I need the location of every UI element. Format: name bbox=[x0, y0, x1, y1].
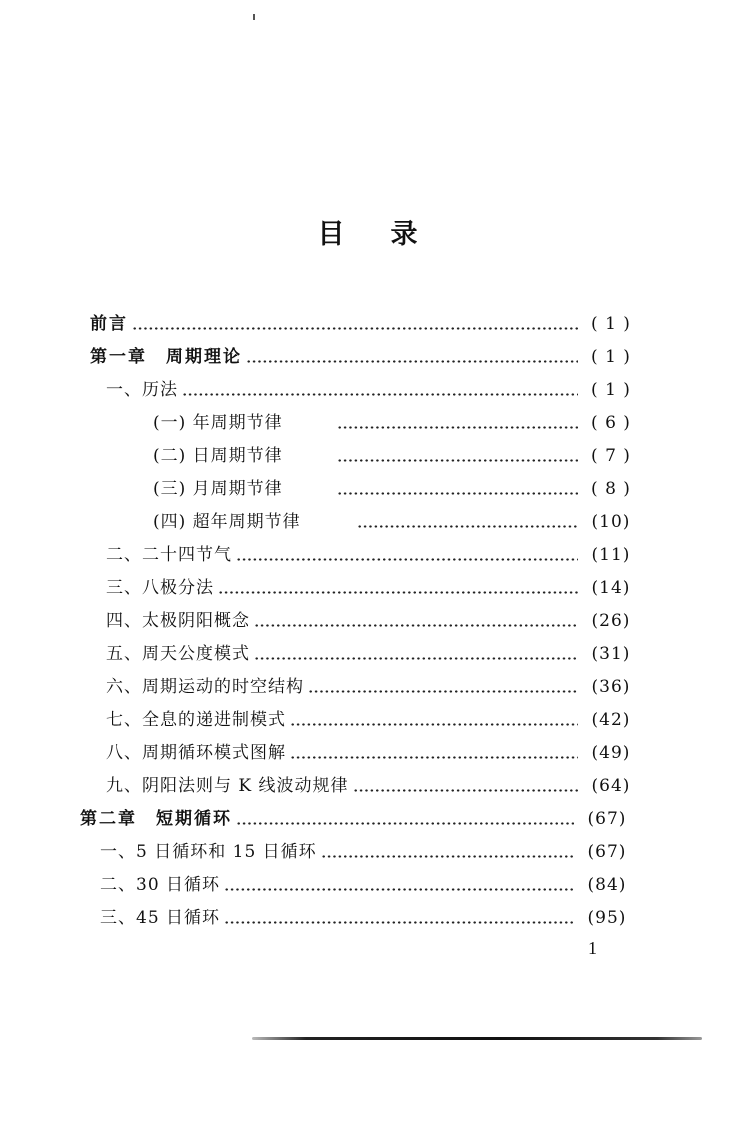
leader-dots bbox=[357, 521, 578, 529]
leader-dots bbox=[337, 422, 578, 430]
toc-entry-page: (67) bbox=[587, 842, 627, 862]
leader-dots bbox=[254, 653, 578, 661]
leader-dots bbox=[254, 620, 578, 628]
toc-entry-label: 一、5 日循环和 15 日循环 bbox=[100, 842, 317, 862]
toc-entry-page: ( 7 ) bbox=[591, 446, 631, 466]
leader-dots bbox=[337, 488, 578, 496]
toc-entry-subsection[interactable] bbox=[153, 503, 640, 533]
toc-entry-page: ( 1 ) bbox=[591, 347, 631, 367]
leader-dots bbox=[290, 719, 578, 727]
toc-entry-page: (31) bbox=[591, 644, 631, 664]
leader-dots bbox=[218, 587, 578, 595]
bottom-rule bbox=[252, 1037, 702, 1040]
leader-dots bbox=[132, 323, 578, 331]
toc-entry-preface[interactable] bbox=[90, 305, 640, 335]
toc-entry-label: 四、太极阴阳概念 bbox=[106, 611, 250, 631]
leader-dots bbox=[182, 389, 578, 397]
toc-entry-label: 第一章 周期理论 bbox=[90, 347, 242, 367]
toc-entry-subsection[interactable] bbox=[153, 437, 640, 467]
leader-dots bbox=[290, 752, 578, 760]
toc-entry-label: 八、周期循环模式图解 bbox=[106, 743, 286, 763]
toc-entry-label: 前言 bbox=[90, 314, 128, 334]
leader-dots bbox=[308, 686, 578, 694]
toc-entry-section[interactable] bbox=[100, 833, 636, 863]
toc-entry-page: ( 8 ) bbox=[591, 479, 631, 499]
toc-entry-section[interactable] bbox=[106, 371, 640, 401]
toc-entry-page: (14) bbox=[591, 578, 631, 598]
toc-entry-label: (一) 年周期节律 bbox=[153, 413, 283, 433]
toc-entry-label: (三) 月周期节律 bbox=[153, 479, 283, 499]
toc-entry-page: ( 1 ) bbox=[591, 314, 631, 334]
toc-title-char-1: 目 bbox=[317, 219, 345, 250]
toc-entry-page: (84) bbox=[587, 875, 627, 895]
leader-dots bbox=[353, 785, 578, 793]
toc-entry-section[interactable] bbox=[106, 569, 640, 599]
toc-entry-label: 二、二十四节气 bbox=[106, 545, 232, 565]
toc-entry-page: (11) bbox=[591, 545, 631, 565]
page-number: 1 bbox=[588, 938, 597, 958]
toc-entry-subsection[interactable] bbox=[153, 470, 640, 500]
toc-entry-page: (10) bbox=[591, 512, 631, 532]
toc-entry-page: (36) bbox=[591, 677, 631, 697]
toc-title-char-2: 录 bbox=[390, 219, 418, 250]
toc-entry-label: 二、30 日循环 bbox=[100, 875, 221, 895]
toc-entry-section[interactable] bbox=[106, 536, 640, 566]
toc-entry-section[interactable] bbox=[106, 668, 640, 698]
toc-entry-label: (二) 日周期节律 bbox=[153, 446, 283, 466]
toc-entry-page: ( 6 ) bbox=[591, 413, 631, 433]
toc-entry-chapter-1[interactable] bbox=[90, 338, 640, 368]
toc-entry-page: ( 1 ) bbox=[591, 380, 631, 400]
toc-entry-page: (67) bbox=[587, 809, 627, 829]
toc-entry-subsection[interactable] bbox=[153, 404, 640, 434]
toc-entry-label: 六、周期运动的时空结构 bbox=[106, 677, 304, 697]
toc-entry-section[interactable] bbox=[100, 866, 636, 896]
toc-entry-section[interactable] bbox=[106, 635, 640, 665]
leader-dots bbox=[236, 818, 574, 826]
leader-dots bbox=[337, 455, 578, 463]
toc-entry-label: 三、45 日循环 bbox=[100, 908, 221, 928]
toc-entry-page: (64) bbox=[591, 776, 631, 796]
leader-dots bbox=[224, 917, 574, 925]
toc-entry-page: (49) bbox=[591, 743, 631, 763]
leader-dots bbox=[236, 554, 578, 562]
leader-dots bbox=[321, 851, 574, 859]
toc-entry-section[interactable] bbox=[106, 701, 640, 731]
toc-entry-label: 五、周天公度模式 bbox=[106, 644, 250, 664]
toc-entry-page: (42) bbox=[591, 710, 631, 730]
toc-entry-chapter-2[interactable] bbox=[80, 800, 636, 830]
toc-entry-label: (四) 超年周期节律 bbox=[153, 512, 301, 532]
toc-entry-section[interactable] bbox=[106, 734, 640, 764]
leader-dots bbox=[246, 356, 578, 364]
toc-entry-label: 九、阴阳法则与 K 线波动规律 bbox=[106, 776, 349, 796]
toc-entry-section[interactable] bbox=[106, 767, 640, 797]
leader-dots bbox=[224, 884, 574, 892]
toc-entry-label: 七、全息的递进制模式 bbox=[106, 710, 286, 730]
toc-entry-section[interactable] bbox=[106, 602, 640, 632]
toc-entry-label: 一、历法 bbox=[106, 380, 178, 400]
toc-entry-page: (26) bbox=[591, 611, 631, 631]
toc-entry-label: 第二章 短期循环 bbox=[80, 809, 232, 829]
toc-entry-page: (95) bbox=[587, 908, 627, 928]
toc-entry-label: 三、八极分法 bbox=[106, 578, 214, 598]
toc-entry-section[interactable] bbox=[100, 899, 636, 929]
